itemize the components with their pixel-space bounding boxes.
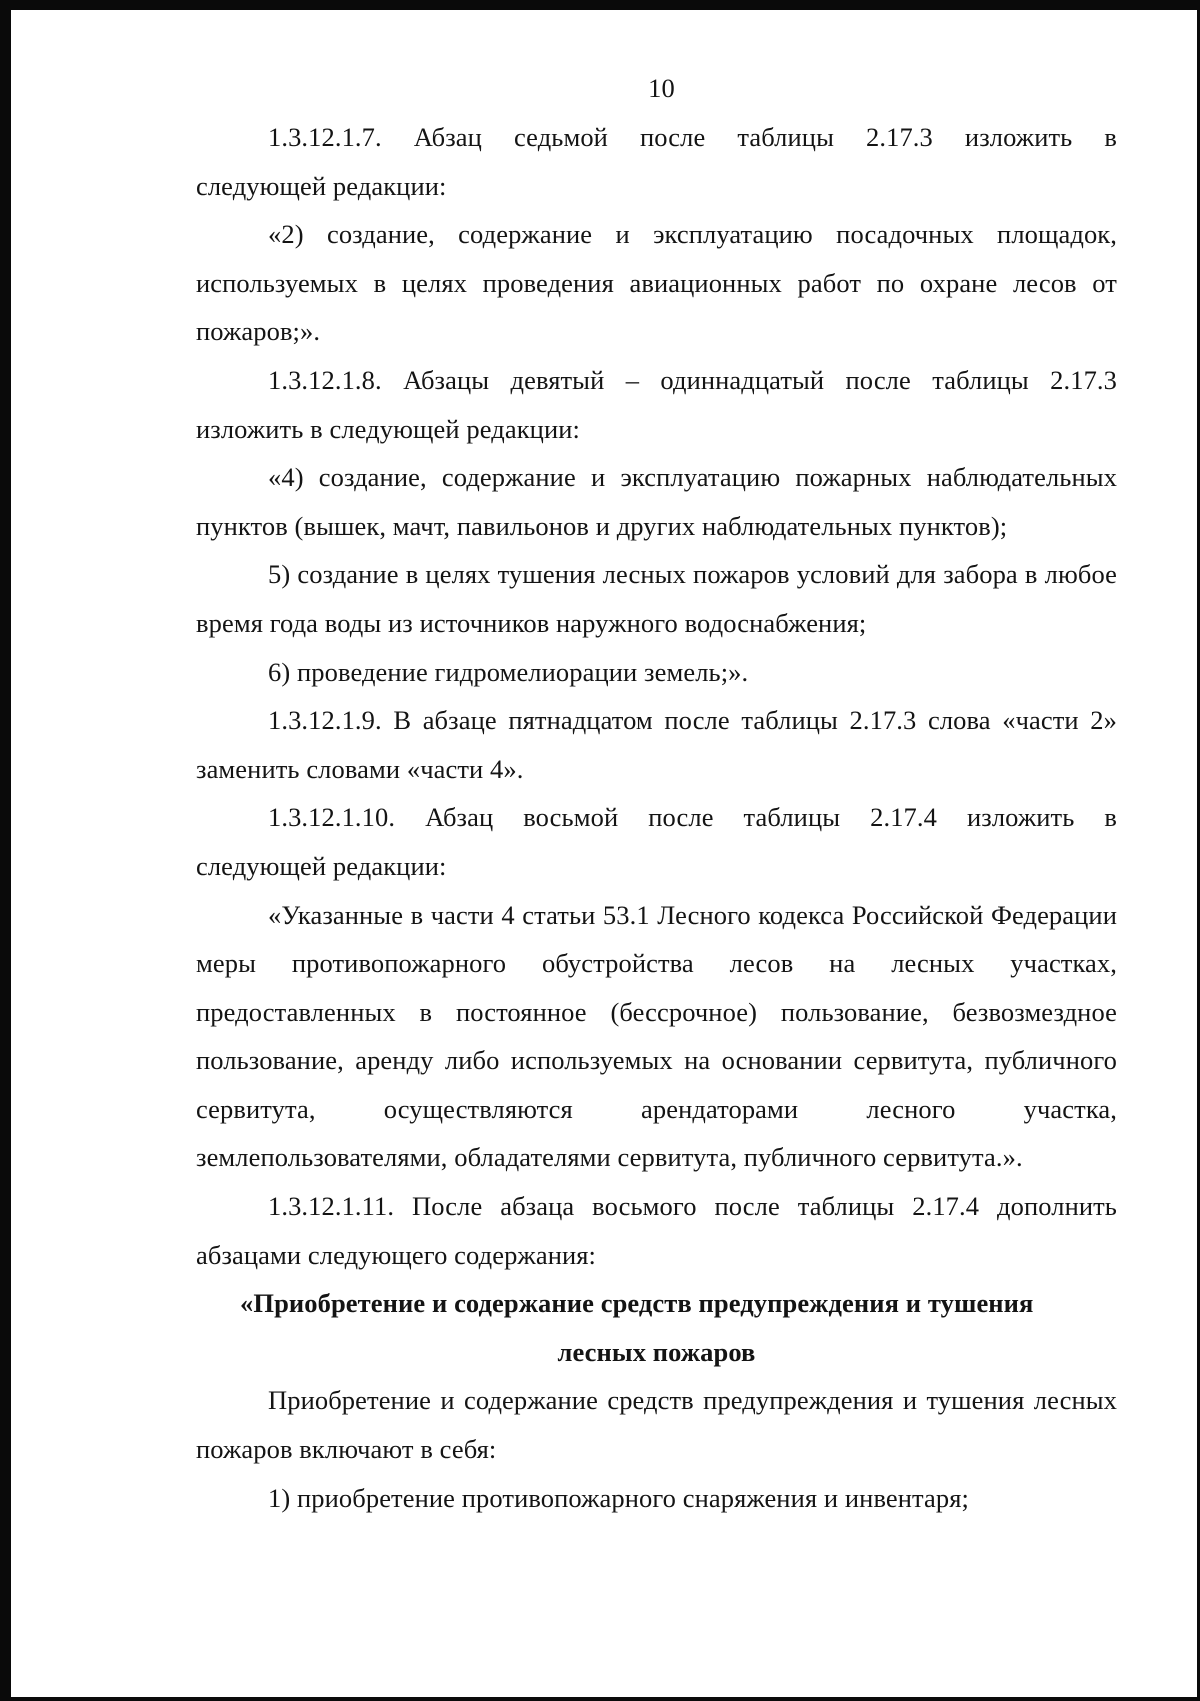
- paragraph-1-3-12-1-9: 1.3.12.1.9. В абзаце пятнадцатом после таблицы 2.17.3 слова «части 2» заменить словами «части 4».: [196, 705, 1117, 784]
- page-number: 10: [648, 73, 675, 103]
- paragraph-item-5: 5) создание в целях тушения лесных пожаров условий для забора в любое время года воды из источников наружного водоснабжения;: [196, 559, 1117, 638]
- paragraph-1-3-12-1-7-continuation: следующей редакции:: [196, 170, 447, 201]
- paragraph-item-2: «2) создание, содержание и эксплуатацию посадочных площадок, используемых в целях проведения авиационных работ по охране лесов от пожаров;».: [196, 219, 1117, 347]
- paragraph-quoted-measures: «Указанные в части 4 статьи 53.1 Лесного кодекса Российской Федерации меры противопожарного обустройства лесов на лесных участках, предоставленных в постоянное (бессрочное) пользование, безвозмездное пользование, аренду либо используемых на основании сервитута, публичного сервитута, осуществляются арендаторами лесного участка, землепользователями, обладателями сервитута, публичного сервитута.».: [196, 899, 1117, 1173]
- paragraph-1-3-12-1-11: 1.3.12.1.11. После абзаца восьмого после таблицы 2.17.4 дополнить абзацами следующего содержания:: [196, 1191, 1117, 1270]
- paragraph-item-1-equipment: 1) приобретение противопожарного снаряжения и инвентаря;: [268, 1482, 970, 1513]
- paragraph-item-4: «4) создание, содержание и эксплуатацию пожарных наблюдательных пунктов (вышек, мачт, павильонов и других наблюдательных пунктов);: [196, 462, 1117, 541]
- paragraph-1-3-12-1-10-continuation: следующей редакции:: [196, 850, 447, 881]
- paragraph-1-3-12-1-7: 1.3.12.1.7. Абзац седьмой после таблицы 2.17.3 изложить в: [268, 122, 1117, 152]
- paragraph-item-6: 6) проведение гидромелиорации земель;».: [268, 656, 749, 687]
- document-page: [196, 60, 1117, 1522]
- paragraph-1-3-12-1-10: 1.3.12.1.10. Абзац восьмой после таблицы 2.17.4 изложить в: [268, 802, 1117, 833]
- section-heading-line-1: «Приобретение и содержание средств предупреждения и тушения: [240, 1288, 1034, 1319]
- section-heading-line-2: лесных пожаров: [557, 1336, 756, 1367]
- paragraph-acquisition-intro: Приобретение и содержание средств предупреждения и тушения лесных пожаров включают в себя:: [196, 1385, 1117, 1465]
- paragraph-1-3-12-1-8: 1.3.12.1.8. Абзацы девятый – одиннадцатый после таблицы 2.17.3 изложить в следующей редакции:: [196, 364, 1117, 444]
